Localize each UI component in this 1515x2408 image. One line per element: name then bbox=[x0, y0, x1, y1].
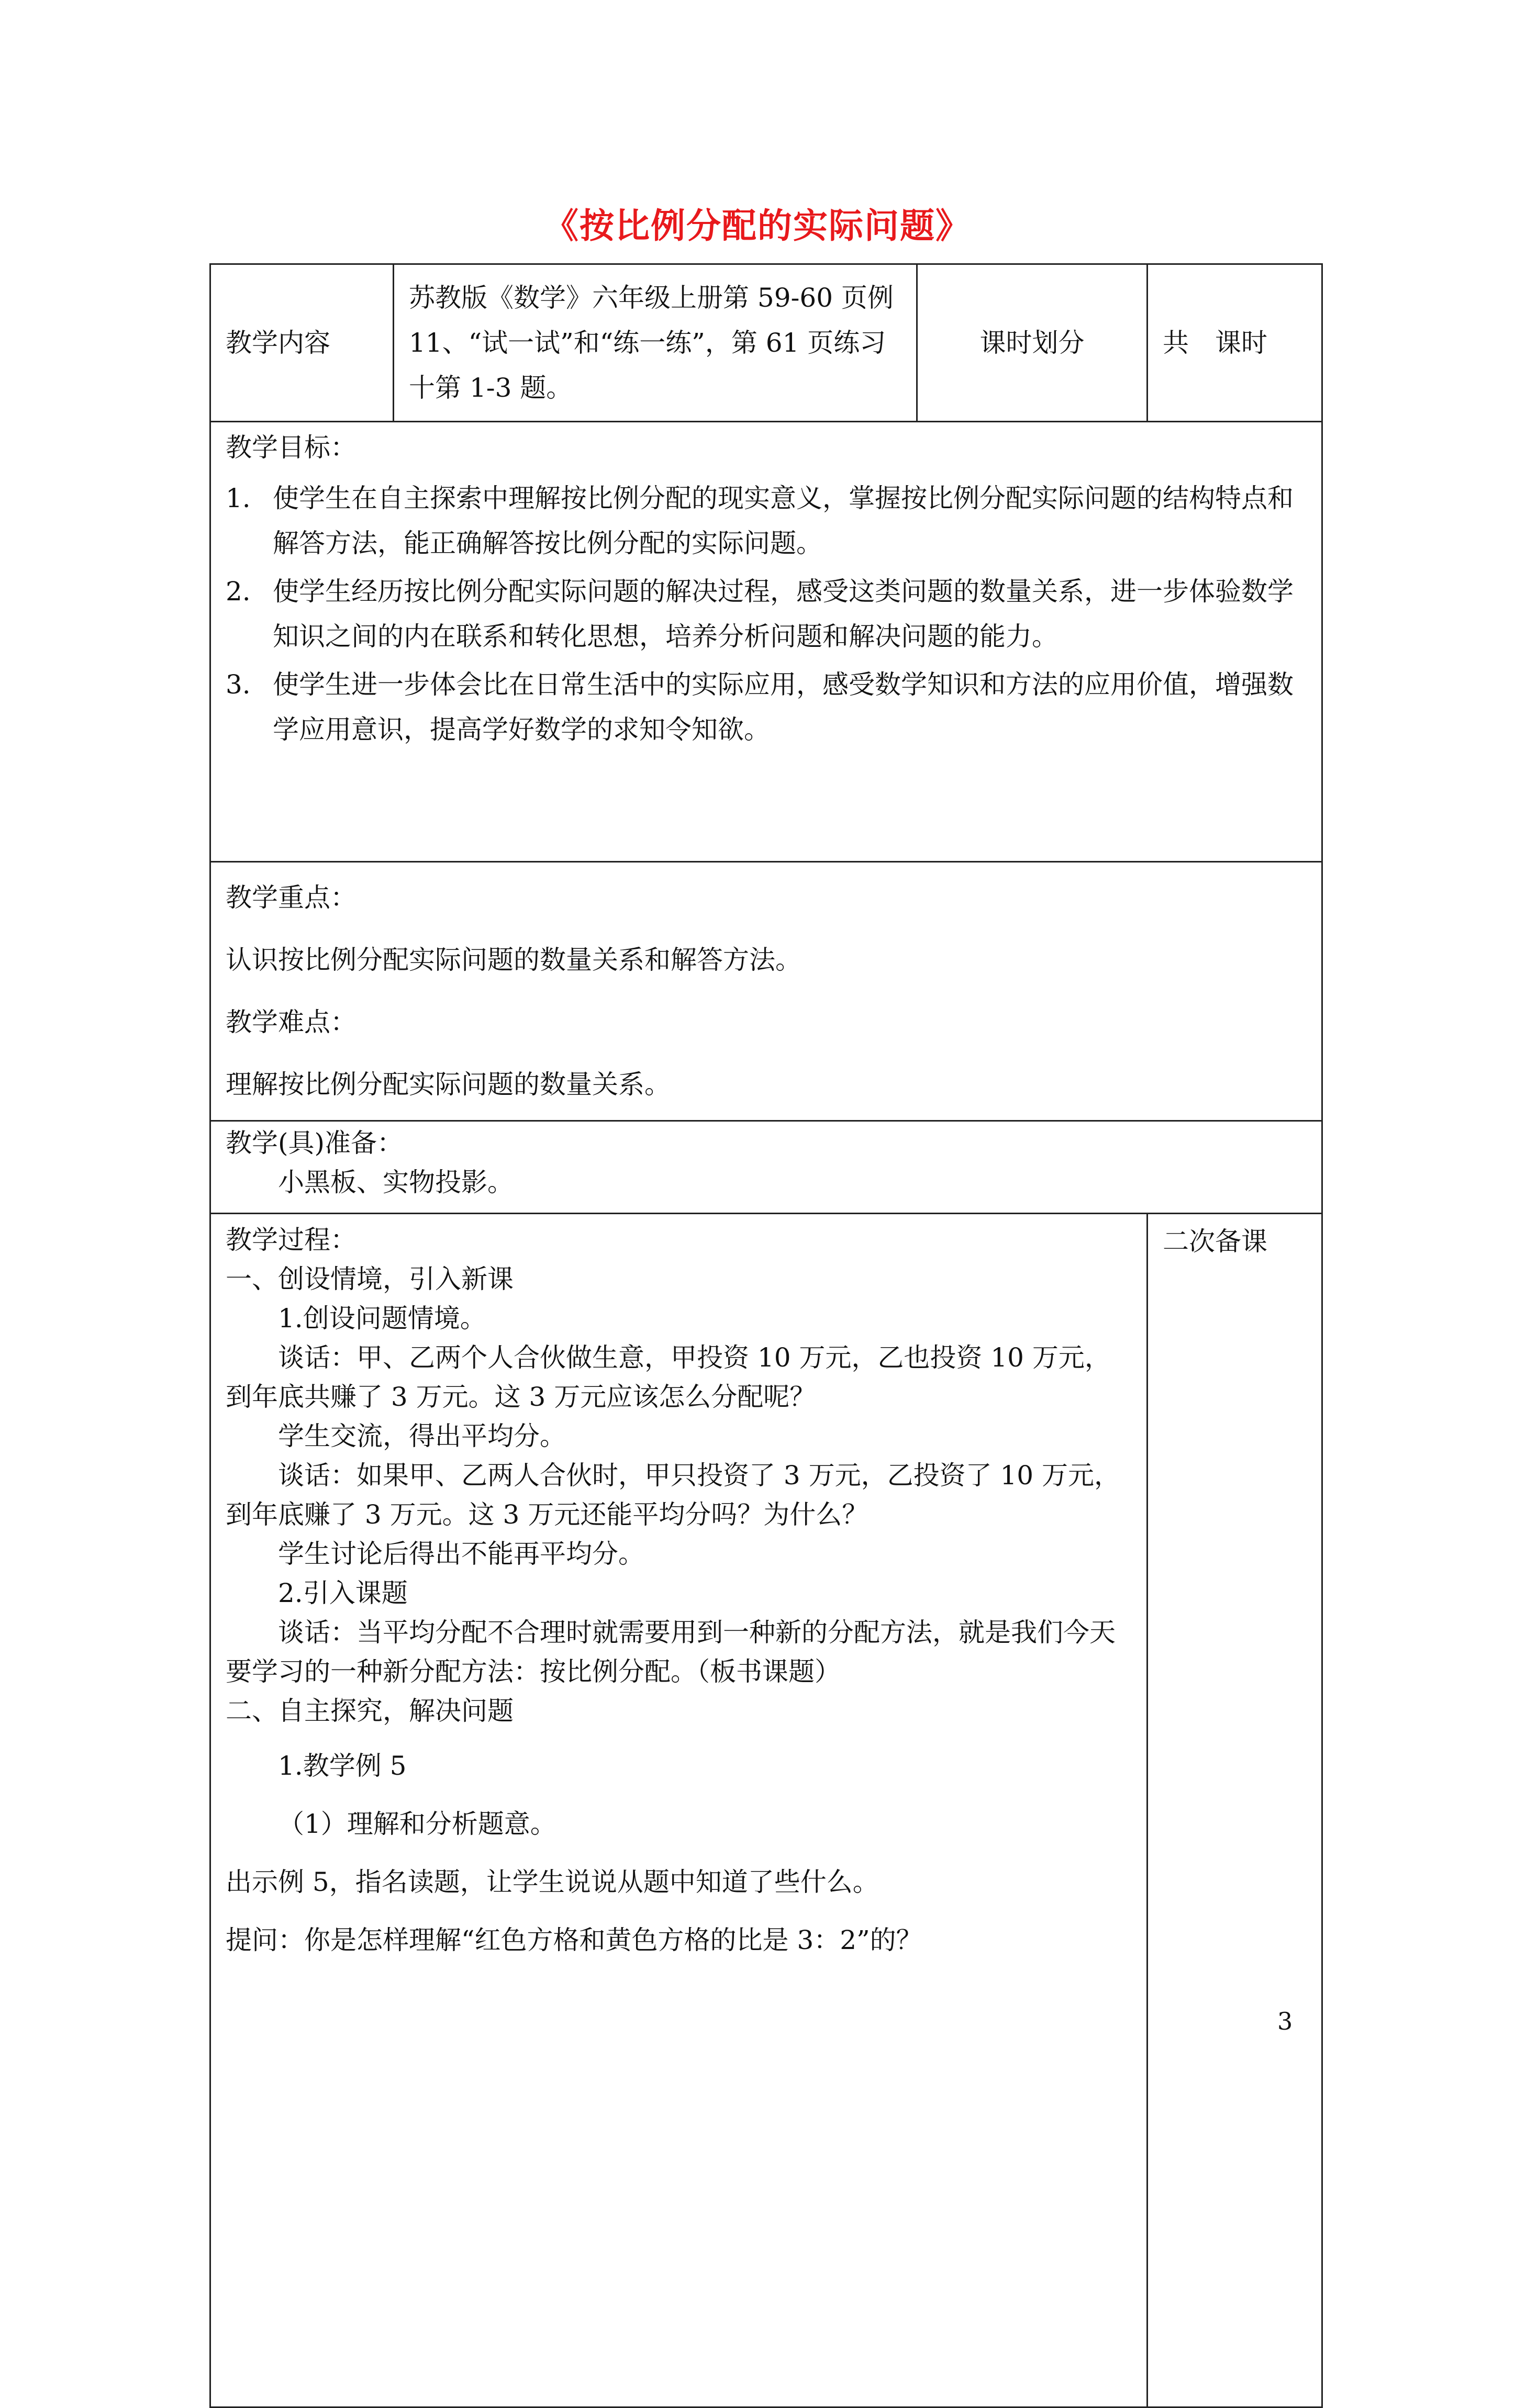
second-prep-cell bbox=[1148, 1214, 1322, 2407]
page-number: 3 bbox=[1277, 2007, 1293, 2035]
process-label: 教学过程： bbox=[226, 1225, 357, 1255]
key-points-text: 认识按比例分配实际问题的数量关系和解答方法。 bbox=[226, 945, 801, 975]
objective-text: 使学生进一步体会比在日常生活中的实际应用，感受数学知识和方法的应用价值，增强数学应用意识，提高学好数学的求知令知欲。 bbox=[273, 669, 1294, 745]
objectives-label: 教学目标： bbox=[226, 432, 357, 463]
period-value: 共 课时 bbox=[1163, 328, 1267, 358]
process-line: 1.教学例 5 bbox=[278, 1751, 407, 1781]
content-text: 苏教版《数学》六年级上册第 59-60 页例 11、“试一试”和“练一练”，第 61 页练习十第 1-3 题。 bbox=[409, 283, 894, 403]
objective-number: 1. bbox=[226, 483, 251, 513]
second-prep-label: 二次备课 bbox=[1163, 1226, 1267, 1257]
lesson-plan-table bbox=[209, 263, 1321, 2408]
objective-item bbox=[226, 569, 1307, 659]
objective-number: 3. bbox=[226, 669, 251, 700]
objective-text: 使学生在自主探索中理解按比例分配的现实意义，掌握按比例分配实际问题的结构特点和解答方法，能正确解答按比例分配的实际问题。 bbox=[273, 483, 1294, 558]
period-label: 课时划分 bbox=[979, 328, 1085, 358]
preparation-cell bbox=[210, 1121, 1322, 1214]
objective-item bbox=[226, 476, 1307, 566]
difficulty-label: 教学难点： bbox=[226, 1007, 357, 1037]
process-line: 2.引入课题 bbox=[278, 1578, 408, 1608]
preparation-label: 教学(具)准备： bbox=[226, 1128, 404, 1158]
objective-item bbox=[226, 662, 1307, 752]
key-points-cell bbox=[210, 862, 1322, 1121]
process-line: 一、创设情境，引入新课 bbox=[226, 1264, 514, 1294]
process-line: 出示例 5，指名读题，让学生说说从题中知道了些什么。 bbox=[226, 1867, 879, 1897]
process-line: （1）理解和分析题意。 bbox=[278, 1809, 556, 1839]
process-line: 二、自主探究，解决问题 bbox=[226, 1696, 514, 1726]
process-line: 提问：你是怎样理解“红色方格和黄色方格的比是 3：2”的？ bbox=[226, 1925, 922, 1955]
process-line: 谈话：当平均分配不合理时就需要用到一种新的分配方法，就是我们今天要学习的一种新分配方法：按比例分配。（板书课题） bbox=[226, 1617, 1116, 1687]
process-cell bbox=[210, 1214, 1148, 2407]
content-text-cell bbox=[394, 264, 917, 422]
process-line: 学生交流，得出平均分。 bbox=[278, 1421, 566, 1451]
process-line: 谈话：如果甲、乙两人合伙时，甲只投资了 3 万元，乙投资了 10 万元，到年底赚了 3 万元。这 3 万元还能平均分吗？为什么？ bbox=[226, 1460, 1121, 1530]
key-points-label: 教学重点： bbox=[226, 882, 357, 913]
objectives-cell bbox=[210, 422, 1322, 862]
period-value-cell bbox=[1148, 264, 1322, 422]
document-title: 《按比例分配的实际问题》 bbox=[544, 205, 971, 246]
process-line: 学生讨论后得出不能再平均分。 bbox=[278, 1539, 644, 1569]
preparation-text: 小黑板、实物投影。 bbox=[278, 1167, 514, 1197]
objective-number: 2. bbox=[226, 576, 251, 607]
period-label-cell bbox=[917, 264, 1148, 422]
process-line: 谈话：甲、乙两个人合伙做生意，甲投资 10 万元，乙也投资 10 万元，到年底共赚了 3 万元。这 3 万元应该怎么分配呢？ bbox=[226, 1342, 1111, 1412]
content-label: 教学内容 bbox=[226, 328, 330, 358]
objective-text: 使学生经历按比例分配实际问题的解决过程，感受这类问题的数量关系，进一步体验数学知识之间的内在联系和转化思想，培养分析问题和解决问题的能力。 bbox=[273, 576, 1294, 652]
difficulty-text: 理解按比例分配实际问题的数量关系。 bbox=[226, 1069, 671, 1100]
process-line: 1.创设问题情境。 bbox=[278, 1303, 486, 1334]
content-label-cell bbox=[210, 264, 394, 422]
